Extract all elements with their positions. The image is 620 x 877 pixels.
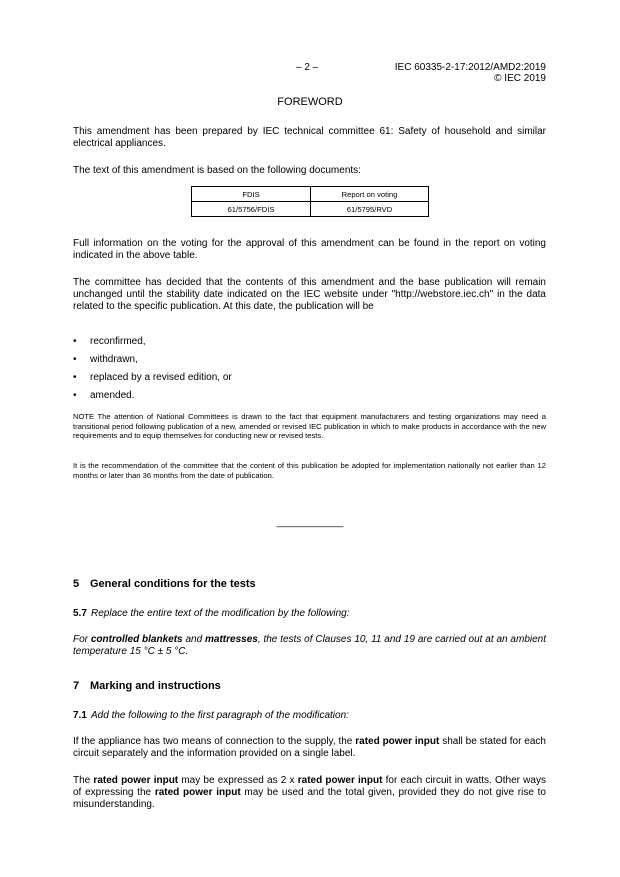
copyright: © IEC 2019 (494, 73, 546, 84)
foreword-paragraph-4: The committee has decided that the contents of this amendment and the base publication will remain unchanged until the stability date indicated on the IEC website under "http://webstore.iec.ch" in the data related to the specific publication. At this date, the publication will be (73, 277, 546, 312)
section-7-heading: 7 Marking and instructions (73, 680, 221, 692)
subclause-7-1: 7.1 Add the following to the first paragraph of the modification: (73, 710, 349, 721)
table-header-cell: Report on voting (311, 187, 429, 202)
foreword-title: FOREWORD (277, 96, 343, 108)
section-7-paragraph-1: If the appliance has two means of connection to the supply, the rated power input shall be stated for each circuit separately and the information provided on a single label. (73, 736, 546, 759)
bullet-icon: • (73, 390, 77, 401)
page-number: – 2 – (296, 62, 319, 73)
bullet-icon: • (73, 336, 77, 347)
table-cell: 61/5795/RVD (311, 202, 429, 217)
section-5-heading: 5 General conditions for the tests (73, 578, 256, 590)
table-header-cell: FDIS (192, 187, 311, 202)
foreword-paragraph-2: The text of this amendment is based on the following documents: (73, 165, 361, 176)
section-7-paragraph-2: The rated power input may be expressed as 2 x rated power input for each circuit in watts. Other ways of expressing the rated power input may be used and the total given, provided they do not give rise to misunderstanding. (73, 775, 546, 810)
bullet-icon: • (73, 372, 77, 383)
note: NOTE The attention of National Committees is drawn to the fact that equipment manufacturers and testing organizations may need a transitional period following publication of a new, amended or revised IEC publication in which to make products in accordance with the new requirements and to equip themselves for conducting new or revised tests. (73, 412, 546, 440)
table-cell: 61/5756/FDIS (192, 202, 311, 217)
table-row (192, 202, 429, 217)
foreword-paragraph-1: This amendment has been prepared by IEC technical committee 61: Safety of household and similar electrical appliances. (73, 126, 546, 149)
table-header-row (192, 187, 429, 202)
foreword-paragraph-3: Full information on the voting for the approval of this amendment can be found in the report on voting indicated in the above table. (73, 238, 546, 261)
section-5-body: For controlled blankets and mattresses, the tests of Clauses 10, 11 and 19 are carried out at an ambient temperature 15 °C ± 5 °C. (73, 634, 547, 657)
recommendation: It is the recommendation of the committee that the content of this publication be adopted for implementation nationally not earlier than 12 months or later than 36 months from the date of publication. (73, 461, 546, 480)
standard-id: IEC 60335-2-17:2012/AMD2:2019 (394, 62, 546, 73)
separator-line: ____________ (276, 517, 344, 528)
voting-table (191, 186, 429, 217)
bullet-icon: • (73, 354, 77, 365)
subclause-5-7: 5.7 Replace the entire text of the modification by the following: (73, 608, 350, 619)
